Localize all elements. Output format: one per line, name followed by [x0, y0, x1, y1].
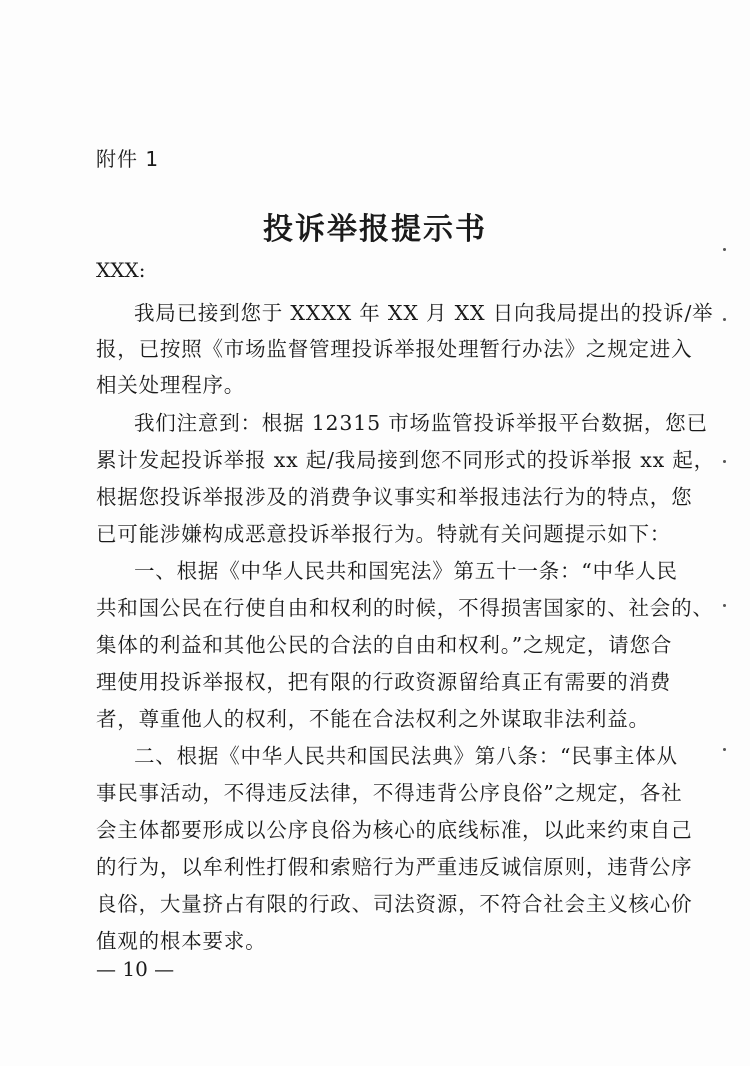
- paragraph-3-line-1: 一、根据《中华人民共和国宪法》第五十一条：“中华人民: [134, 559, 678, 583]
- paragraph-4-line-5: 良俗，大量挤占有限的行政、司法资源，不符合社会主义核心价: [96, 892, 693, 916]
- paragraph-1-line-3: 相关处理程序。: [96, 373, 246, 397]
- margin-mark: [723, 604, 726, 607]
- paragraph-4-line-4: 的行为，以牟利性打假和索赔行为严重违反诚信原则，违背公序: [96, 855, 693, 879]
- paragraph-4-line-1: 二、根据《中华人民共和国民法典》第八条：“民事主体从: [134, 744, 678, 768]
- paragraph-2-line-3: 根据您投诉举报涉及的消费争议事实和举报违法行为的特点，您: [96, 485, 693, 509]
- paragraph-3-line-5: 者，尊重他人的权利，不能在合法权利之外谋取非法利益。: [96, 707, 650, 731]
- salutation: XXX:: [96, 258, 146, 282]
- paragraph-2-line-4: 已可能涉嫌构成恶意投诉举报行为。特就有关问题提示如下：: [96, 522, 672, 546]
- margin-mark: [723, 318, 726, 321]
- document-title: 投诉举报提示书: [263, 212, 487, 247]
- paragraph-4-line-3: 会主体都要形成以公序良俗为核心的底线标准，以此来约束自己: [96, 818, 693, 842]
- page-number: — 10 —: [96, 957, 175, 981]
- paragraph-3-line-4: 理使用投诉举报权，把有限的行政资源留给真正有需要的消费: [96, 670, 672, 694]
- paragraph-2-line-2: 累计发起投诉举报 xx 起/我局接到您不同形式的投诉举报 xx 起，: [96, 448, 715, 472]
- paragraph-4-line-2: 事民事活动，不得违反法律，不得违背公序良俗”之规定，各社: [96, 781, 683, 805]
- paragraph-3-line-2: 共和国公民在行使自由和权利的时候，不得损害国家的、社会的、: [96, 596, 714, 620]
- margin-mark: [723, 248, 726, 251]
- margin-mark: [723, 460, 726, 463]
- margin-mark: [723, 748, 726, 751]
- paragraph-3-line-3: 集体的利益和其他公民的合法的自由和权利。”之规定，请您合: [96, 633, 673, 657]
- paragraph-1-line-2: 报，已按照《市场监督管理投诉举报处理暂行办法》之规定进入: [96, 337, 693, 361]
- paragraph-4-line-6: 值观的根本要求。: [96, 929, 267, 953]
- paragraph-2-line-1: 我们注意到：根据 12315 市场监管投诉举报平台数据，您已: [134, 411, 708, 435]
- paragraph-1-line-1: 我局已接到您于 XXXX 年 XX 月 XX 日向我局提出的投诉/举: [134, 301, 714, 325]
- attachment-label: 附件 1: [96, 147, 160, 171]
